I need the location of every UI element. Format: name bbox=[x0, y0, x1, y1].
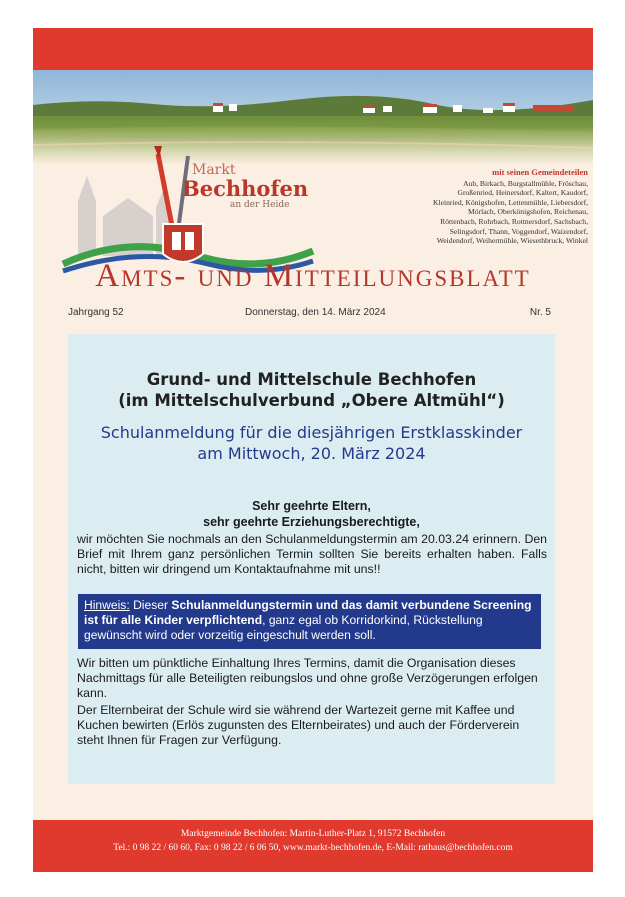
logo-wordmark bbox=[182, 162, 308, 210]
salutation-line: Sehr geehrte Eltern, bbox=[252, 499, 371, 513]
logo-subtitle-text: an der Heide bbox=[230, 200, 290, 210]
article-title-line: Grund- und Mittelschule Bechhofen bbox=[146, 370, 477, 389]
article-card bbox=[68, 334, 555, 784]
punctuality-paragraph: Wir bitten um pünktliche Einhaltung Ihres Termins, damit die Organisation dieses Nachmittags für alle Beteiligten reibungslos und ohne große Verzögerungen erfolgen kann. bbox=[77, 656, 538, 700]
salutation bbox=[68, 498, 555, 530]
notice-text: , ganz egal ob Korridorkind, Rückstellung gewünscht wird oder vorzeitig eingeschult werden soll. bbox=[84, 613, 483, 642]
article-subtitle-line: Schulanmeldung für die diesjährigen Erstklasskinder bbox=[100, 423, 523, 442]
footer-address: Marktgemeinde Bechhofen: Martin-Luther-Platz 1, 91572 Bechhofen bbox=[180, 829, 446, 839]
article-subtitle bbox=[68, 422, 555, 464]
notice-box bbox=[78, 594, 541, 649]
logo-name-text: Bechhofen bbox=[182, 176, 309, 201]
newsletter-page bbox=[33, 28, 593, 872]
district-line: Großenried, Heinersdorf, Kaltert, Kaudorf, bbox=[457, 188, 588, 198]
article-subtitle-line: am Mittwoch, 20. März 2024 bbox=[197, 444, 426, 463]
issue-number: Nr. 5 bbox=[529, 307, 551, 318]
notice-emphasis: Schulanmeldungstermin und das damit verbundene Screening ist für alle Kinder verpflichtend bbox=[84, 598, 532, 627]
district-line: Aub, Birkach, Burgstallmühle, Fröschau, bbox=[463, 178, 588, 188]
notice-label: Hinweis: bbox=[84, 598, 130, 612]
district-line: Weidendorf, Weihermühle, Wiesethbruck, Winkel bbox=[436, 236, 588, 246]
issue-year: Jahrgang 52 bbox=[68, 307, 124, 318]
districts-list bbox=[358, 168, 588, 246]
district-line: Kleinried, Königshofen, Lettenmühle, Liebersdorf, bbox=[433, 197, 588, 207]
district-line: Röttenbach, Rohrbach, Rottnersdorf, Sachsbach, bbox=[440, 216, 588, 226]
notice-text: Dieser bbox=[129, 598, 172, 612]
district-line: Mörlach, Oberkönigshofen, Reichenau, bbox=[468, 207, 588, 217]
salutation-line: sehr geehrte Erziehungsberechtigte, bbox=[203, 515, 420, 529]
article-title bbox=[68, 369, 555, 411]
parents-council-paragraph: Der Elternbeirat der Schule wird sie während der Wartezeit gerne mit Kaffee und Kuchen bewirten (Erlös zugunsten des Elternbeirates) und auch der Förderverein steht Ihnen für Fragen zur Verfügung. bbox=[77, 703, 520, 747]
top-red-bar bbox=[33, 28, 593, 70]
footer-contact-details: Tel.: 0 98 22 / 60 60, Fax: 0 98 22 / 6 06 50, www.markt-bechhofen.de, E-Mail: rathaus@bechhofen.com bbox=[113, 843, 513, 853]
issue-date: Donnerstag, den 14. März 2024 bbox=[245, 307, 386, 318]
footer-contact bbox=[33, 820, 593, 872]
intro-paragraph: wir möchten Sie nochmals an den Schulanmeldungstermin am 20.03.24 erinnern. Den Brief mit Ihrem ganz persönlichen Termin sollten Sie bereits erhalten haben. Falls nicht, bitten wir dringend um Kontaktaufnahme mit uns!! bbox=[77, 532, 547, 576]
article-title-line: (im Mittelschulverbund „Obere Altmühl“) bbox=[118, 391, 505, 410]
logo-markt-text: Markt bbox=[192, 162, 236, 178]
masthead-title: Amts- und Mitteilungsblatt bbox=[95, 258, 531, 294]
districts-heading: mit seinen Gemeindeteilen bbox=[492, 167, 588, 177]
district-line: Selingsdorf, Thann, Voggendorf, Waizendorf, bbox=[449, 226, 588, 236]
